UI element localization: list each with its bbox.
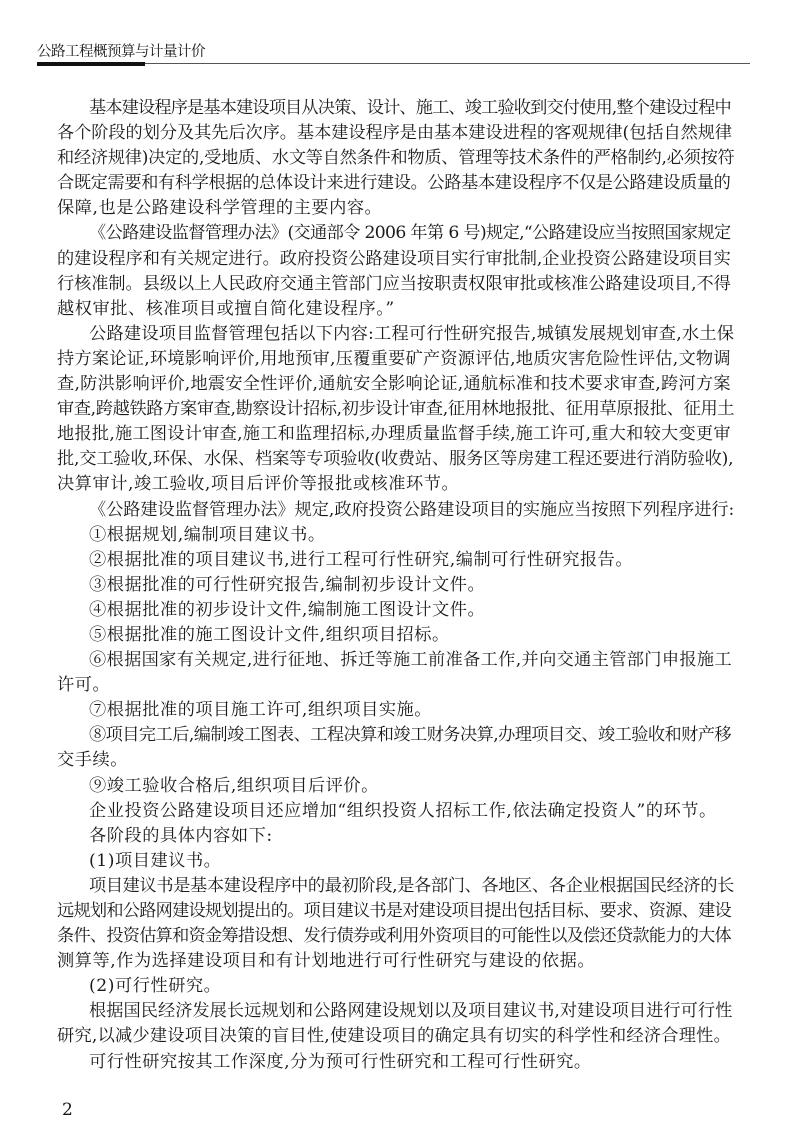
text-line: ⑨竣工验收合格后,组织项目后评价。 (89, 775, 379, 796)
book-title: 公路工程概预算与计量计价 (37, 44, 205, 60)
text-line: ⑦根据批准的项目施工许可,组织项目实施。 (89, 700, 433, 721)
text-line: 合既定需要和有科学根据的总体设计来进行建设。公路基本建设程序不仅是公路建设质量的 (57, 173, 731, 194)
text-line: 各个阶段的划分及其先后次序。基本建设程序是由基本建设进程的客观规律(包括自然规律 (57, 123, 733, 144)
text-line: 《公路建设监督管理办法》规定,政府投资公路建设项目的实施应当按照下列程序进行: (89, 499, 735, 520)
text-line: ③根据批准的可行性研究报告,编制初步设计文件。 (89, 574, 486, 595)
text-line: ⑤根据批准的施工图设计文件,组织项目招标。 (89, 624, 450, 645)
text-line: 远规划和公路网建设规划提出的。项目建议书是对建设项目提出包括目标、要求、资源、建设 (57, 901, 731, 921)
text-line: 越权审批、核准项目或擅自简化建设程序。” (57, 298, 395, 319)
text-line: 条件、投资估算和资金筹措设想、发行债券或利用外资项目的可能性以及偿还贷款能力的大体 (57, 926, 731, 947)
text-line: 许可。 (57, 675, 111, 696)
text-line: 公路建设项目监督管理包括以下内容:工程可行性研究报告,城镇发展规划审查,水土保 (89, 323, 735, 344)
text-line: (1)项目建议书。 (89, 850, 222, 871)
page-number: 2 (62, 1100, 73, 1120)
text-line: 的建设程序和有关规定进行。政府投资公路建设项目实行审批制,企业投资公路建设项目实 (57, 248, 731, 269)
text-line: 企业投资公路建设项目还应增加“组织投资人招标工作,依法确定投资人”的环节。 (89, 800, 717, 821)
text-line: 根据国民经济发展长远规划和公路网建设规划以及项目建议书,对建设项目进行可行性 (89, 1001, 733, 1022)
text-line: ⑥根据国家有关规定,进行征地、拆迁等施工前准备工作,并向交通主管部门申报施工 (89, 650, 732, 671)
text-line: 各阶段的具体内容如下: (89, 825, 273, 846)
text-line: 可行性研究按其工作深度,分为预可行性研究和工程可行性研究。 (89, 1051, 592, 1072)
text-line: 基本建设程序是基本建设项目从决策、设计、施工、竣工验收到交付使用,整个建设过程中 (89, 98, 731, 118)
text-line: 批,交工验收,环保、水保、档案等专项验收(收费站、服务区等房建工程还要进行消防验收), (57, 449, 734, 470)
text-line: 和经济规律)决定的,受地质、水文等自然条件和物质、管理等技术条件的严格制约,必须按符 (57, 148, 735, 169)
text-line: 持方案论证,环境影响评价,用地预审,压覆重要矿产资源评估,地质灾害危险性评估,文物调 (57, 348, 731, 369)
header-bar (37, 62, 145, 66)
running-header (37, 40, 750, 66)
text-line: ⑧项目完工后,编制竣工图表、工程决算和竣工财务决算,办理项目交、竣工验收和财产移 (89, 725, 732, 746)
text-line: 决算审计,竣工验收,项目后评价等报批或核准环节。 (57, 474, 460, 495)
text-line: 审查,跨越铁路方案审查,勘察设计招标,初步设计审查,征用林地报批、征用草原报批、征用土 (57, 399, 735, 420)
text-line: 保障,也是公路建设科学管理的主要内容。 (57, 198, 383, 219)
text-line: 查,防洪影响评价,地震安全性评价,通航安全影响论证,通航标准和技术要求审查,跨河方案 (57, 374, 731, 395)
text-line: ①根据规划,编制项目建议书。 (89, 524, 326, 545)
body-text (57, 96, 733, 1075)
text-line: 研究,以减少建设项目决策的盲目性,使建设项目的确定具有切实的科学性和经济合理性。 (57, 1026, 732, 1047)
text-line: (2)可行性研究。 (89, 976, 222, 997)
text-line: 《公路建设监督管理办法》(交通部令 2006 年第 6 号)规定,“公路建设应当按照国家规定 (89, 223, 731, 244)
text-line: ④根据批准的初步设计文件,编制施工图设计文件。 (89, 599, 486, 620)
text-line: ②根据批准的项目建议书,进行工程可行性研究,编制可行性研究报告。 (89, 549, 634, 570)
text-line: 地报批,施工图设计审查,施工和监理招标,办理质量监督手续,施工许可,重大和较大变更审 (57, 424, 731, 445)
text-line: 测算等,作为选择建设项目和有计划地进行可行性研究与建设的依据。 (57, 951, 596, 972)
text-line: 交手续。 (57, 750, 128, 771)
text-line: 行核准制。县级以上人民政府交通主管部门应当按职责权限审批或核准公路建设项目,不得 (57, 273, 731, 294)
text-line: 项目建议书是基本建设程序中的最初阶段,是各部门、各地区、各企业根据国民经济的长 (89, 875, 734, 896)
